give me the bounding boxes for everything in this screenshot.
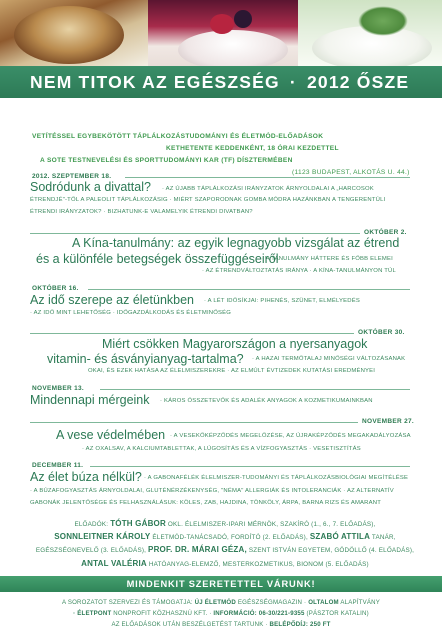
- lecture-2-title-1: A Kína-tanulmány: az egyik legnagyobb vizsgálat az étrend: [72, 236, 400, 250]
- lecture-6-desc-2: · AZ OXALSAV, A KALCIUMTABLETTAK, A LÚGOSÍTÁS ÉS A VÍZFOGYASZTÁS · VESETISZTÍTÁS: [82, 446, 361, 452]
- lecture-6-date: NOVEMBER 27.: [362, 418, 415, 425]
- lecture-5-title: Mindennapi mérgeink: [30, 393, 150, 407]
- welcome-banner: [0, 576, 442, 592]
- lecture-1-desc-1: · AZ ÚJABB TÁPLÁLKOZÁSI IRÁNYZATOK ÁRNYOLDALAI A „HARCOSOK: [162, 186, 374, 192]
- lecture-7-title: Az élet búza nélkül?: [30, 470, 142, 484]
- speakers-line-3: EGÉSZSÉGNEVELŐ (3. ELŐADÁS), PROF. DR. MÁRAI GÉZA, SZENT ISTVÁN EGYETEM, GÖDÖLLŐ (4. ELŐADÁS),: [35, 545, 415, 555]
- lecture-4-desc-2: OKAI, ÉS EZEK HATÁSA AZ ÉLELMISZEREKRE · AZ ELMÚLT ÉVTIZEDEK KUTATÁSI EREDMÉNYEI: [88, 368, 376, 374]
- sponsor-eletpont: · ÉLETPONT: [73, 610, 112, 617]
- lecture-3-title: Az idő szerepe az életünkben: [30, 293, 194, 307]
- lecture-7-date: DECEMBER 11.: [32, 462, 84, 469]
- lecture-7-divider: [90, 466, 410, 467]
- speaker-5-name: ANTAL VALÉRIA: [81, 558, 147, 568]
- speaker-1-name: TÓTH GÁBOR: [110, 519, 166, 528]
- header-photos: [0, 0, 442, 66]
- page-title: [30, 72, 409, 93]
- footer-line-3: AZ ELŐADÁSOK UTÁN BESZÉLGETÉST TARTUNK · BELÉPŐDÍJ: 250 FT: [111, 621, 331, 628]
- intro-line-2: KETHETENTE KEDDENKÉNT, 18 ÓRAI KEZDETTEL: [166, 145, 339, 152]
- speakers-block: [20, 518, 430, 571]
- lecture-6-title: A vese védelmében: [56, 428, 166, 442]
- lecture-5-divider: [100, 389, 410, 390]
- title-banner: [0, 66, 442, 98]
- speaker-2-name: SONNLEITNER KÁROLY: [54, 532, 151, 542]
- sponsor-uj-eletmod: ÚJ ÉLETMÓD: [194, 599, 236, 606]
- lecture-7-desc-3: GABONÁK JELENTŐSÉGE ÉS FELHASZNÁLÁSUK: KÖLES, ZAB, HAJDINA, TÖNKÖLY, ÁRPA, BARNA RIZS ÉS AMARANT: [30, 500, 382, 506]
- lecture-3-divider: [88, 289, 410, 290]
- lecture-3-desc-2: · AZ IDŐ MINT LEHETŐSÉG · IDŐGAZDÁLKODÁS ÉS ÉLETMINŐSÉG: [30, 310, 232, 316]
- lecture-4-desc-1: · A HAZAI TERMŐTALAJ MINŐSÉGI VÁLTOZÁSANAK: [252, 356, 406, 362]
- lecture-7-desc-1: · A GABONAFÉLÉK ÉLELMISZER-TUDOMÁNYI ÉS TÁPLÁLKOZÁSBIOLÓGIAI MEGÍTÉLÉSE: [144, 475, 409, 481]
- welcome-text: MINDENKIT SZERETETTEL VÁRUNK!: [126, 579, 316, 589]
- lecture-4-title-1: Miért csökken Magyarországon a nyersanyagok: [102, 337, 368, 351]
- lecture-1-desc-3: ÉTRENDI IRÁNYZATOK? · BIZHATUNK-E VALAMELYIK ÉTRENDI DIVATBAN?: [30, 209, 253, 215]
- footer-line-1: A SOROZATOT SZERVEZI ÉS TÁMOGATJA: ÚJ ÉLETMÓD EGÉSZSÉGMAGAZIN · OLTALOM ALAPÍTVÁNY: [62, 599, 380, 606]
- lecture-1-divider: [125, 177, 410, 178]
- series-title: NEM TITOK AZ EGÉSZSÉG: [30, 72, 280, 92]
- title-separator: ·: [289, 72, 297, 92]
- speakers-line-4: ANTAL VALÉRIA HATÓANYAG-ELEMZŐ, MESTERKOZMETIKUS, BIONOM (5. ELŐADÁS): [81, 558, 369, 568]
- lecture-6-divider: [30, 422, 358, 423]
- lecture-1-date: 2012. SZEPTEMBER 18.: [32, 173, 112, 180]
- speaker-4-name: PROF. DR. MÁRAI GÉZA,: [148, 545, 247, 555]
- lecture-5-desc-1: · KÁROS ÖSSZETEVŐK ÉS ADALÉK ANYAGOK A KOZMETIKUMAINKBAN: [160, 398, 373, 404]
- lecture-2-desc-2: · AZ ÉTRENDVÁLTOZTATÁS IRÁNYA · A KÍNA-TANULMÁNYON TÚL: [202, 268, 396, 274]
- lecture-7-desc-2: · A BÚZAFOGYASZTÁS ÁRNYOLDALAI, GLUTÉNÉRZÉKENYSÉG, "NÉMA" ALLERGIÁK ÉS INTOLERANCIÁK · AZ ALTERNATÍV: [30, 488, 394, 494]
- lecture-3-date: OKTÓBER 16.: [32, 285, 79, 292]
- lecture-2-divider: [30, 233, 360, 234]
- dip-bowl-photo: [298, 0, 442, 66]
- lecture-2-desc-1: · A TANULMÁNY HÁTTERE ÉS FŐBB ELEMEI: [262, 256, 393, 262]
- lecture-4-date: OKTÓBER 30.: [358, 329, 405, 336]
- lecture-4-divider: [30, 333, 354, 334]
- venue-address: (1123 BUDAPEST, ALKOTÁS U. 44.): [292, 169, 410, 176]
- footer-line-2: · ÉLETPONT NONPROFIT KÖZHASZNÚ KFT. · INFORMÁCIÓ: 06-30/221-9355 (PÁSZTOR KATALIN): [73, 610, 369, 617]
- lecture-6-desc-1: · A VESEKŐKÉPZŐDÉS MEGELŐZÉSE, AZ ÚJRAKÉPZŐDÉS MEGAKADÁLYOZÁSA: [170, 433, 411, 439]
- lecture-2-title-2: és a különféle betegségek összefüggéseiről: [36, 252, 279, 266]
- intro-line-1: VETÍTÉSSEL EGYBEKÖTÖTT TÁPLÁLKOZÁSTUDOMÁNYI ÉS ÉLETMÓD-ELŐADÁSOK: [32, 133, 324, 140]
- lecture-1-title: Sodródunk a divattal?: [30, 180, 151, 194]
- lecture-2-date: OKTÓBER 2.: [364, 229, 407, 236]
- lecture-4-title-2: vitamin- és ásványianyag-tartalma?: [47, 352, 244, 366]
- info-phone: INFORMÁCIÓ: 06-30/221-9355: [213, 610, 305, 617]
- season-label: 2012 ŐSZE: [306, 72, 410, 92]
- yogurt-berries-photo: [148, 0, 298, 66]
- speaker-3-name: SZABÓ ATTILA: [309, 532, 371, 542]
- sponsor-oltalom: OLTALOM: [308, 599, 339, 606]
- speakers-line-2: SONNLEITNER KÁROLY ÉLETMÓD-TANÁCSADÓ, FORDÍTÓ (2. ELŐADÁS), SZABÓ ATTILA TANÁR,: [54, 532, 396, 542]
- lecture-5-date: NOVEMBER 13.: [32, 385, 85, 392]
- lecture-1-desc-2: ÉTRENDJÉ"-TŐL A PALEOLIT TÁPLÁLKOZÁSIG · MIÉRT SZAPORODNAK GOMBA MÓDRA HAZÁNKBAN A TENGERENTÚLI: [30, 197, 386, 203]
- lecture-3-desc-1: · A LÉT IDŐSÍKJAI: PIHENÉS, SZÜNET, ELMÉLYEDÉS: [204, 298, 360, 304]
- footer: [18, 597, 424, 630]
- speakers-line-1: ELŐADÓK: TÓTH GÁBOR OKL. ÉLELMISZER-IPARI MÉRNÖK, SZAKÍRÓ (1., 6., 7. ELŐADÁS),: [74, 519, 376, 528]
- entry-fee: 250 FT: [310, 621, 331, 628]
- muesli-bowl-photo: [0, 0, 148, 66]
- intro-line-3: A SOTE TESTNEVELÉSI ÉS SPORTTUDOMÁNYI KAR (TF) DÍSZTERMÉBEN: [40, 157, 293, 164]
